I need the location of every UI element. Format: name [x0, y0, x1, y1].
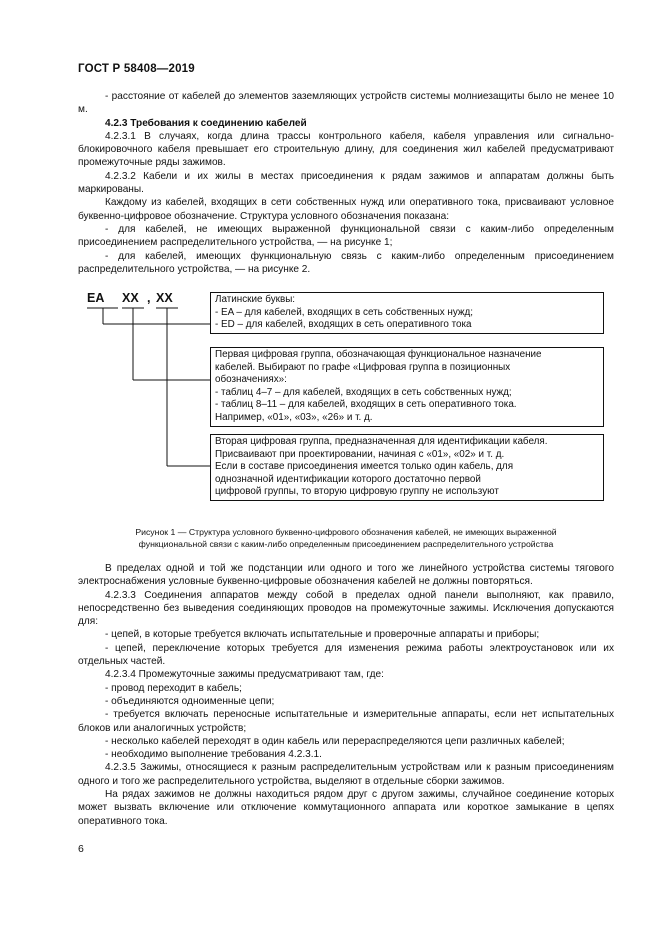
box-line: - EA – для кабелей, входящих в сеть собственных нужд;: [215, 306, 474, 318]
paragraph: 4.2.3.5 Зажимы, относящиеся к разным распределительным устройствам или к разным присоединениям одного и того же распределительного устройства, выделяют в отдельные сборки зажимов.: [78, 762, 614, 787]
paragraph: - расстояние от кабелей до элементов заземляющих устройств системы молниезащиты было не менее 10 м.: [78, 91, 614, 116]
box-line: Вторая цифровая группа, предназначенная для идентификации кабеля.: [215, 436, 548, 447]
paragraph: - требуется включать переносные испытательные и измерительные аппараты, если нет испытательных блоков или аналогичных устройств;: [78, 709, 614, 734]
figure-1: [78, 288, 618, 526]
box-line: Латинские буквы:: [215, 294, 296, 305]
box-line: - таблиц 8–11 – для кабелей, входящих в сеть оперативного тока.: [215, 399, 517, 411]
figure-caption: [90, 526, 602, 550]
paragraph: - провод переходит в кабель;: [105, 682, 242, 694]
paragraph: На рядах зажимов не должны находиться рядом друг с другом зажимы, случайное соединение которых может вызвать включение или отключение коммутационного аппарата или короткое замыкание в цепях оперативного тока.: [78, 789, 614, 827]
paragraph: - цепей, в которые требуется включать испытательные и проверочные аппараты и приборы;: [105, 629, 540, 641]
paragraph: - для кабелей, имеющих функциональную связь с каким-либо определенным присоединением распределительного устройства, — на рисунке 2.: [78, 250, 614, 275]
code-group1: XX: [122, 291, 139, 305]
box-line: - таблиц 4–7 – для кабелей, входящих в сеть собственных нужд;: [215, 386, 512, 398]
box-line: кабелей. Выбирают по графе «Цифровая группа в позиционных: [215, 361, 511, 373]
box-line: Присваивают при проектировании, начиная с «01», «02» и т. д.: [215, 448, 505, 460]
box-line: однозначной идентификации которого достаточно первой: [215, 473, 481, 485]
paragraph: - несколько кабелей переходят в один кабель или перераспределяются цепи различных кабелей;: [105, 735, 565, 747]
paragraph: - цепей, переключение которых требуется для изменения режима работы электроустановок или их отдельных частей.: [78, 642, 614, 668]
paragraph: В пределах одной и той же подстанции или одного и того же линейного устройства системы тягового электроснабжения условные буквенно-цифровые обозначения кабелей не должны повторяться.: [78, 563, 614, 588]
paragraph: 4.2.3.4 Промежуточные зажимы предусматривают там, где:: [105, 669, 384, 681]
box-line: цифровой группы, то вторую цифровую группу не используют: [215, 486, 499, 498]
code-separator: ,: [147, 291, 151, 305]
paragraph: 4.2.3.2 Кабели и их жилы в местах присоединения к рядам зажимов и аппаратам должны быть маркированы.: [78, 170, 614, 196]
paragraph: - необходимо выполнение требования 4.2.3.1.: [105, 749, 322, 761]
box-line: - ED – для кабелей, входящих в сеть оперативного тока: [215, 319, 472, 331]
document-header: ГОСТ Р 58408—2019: [78, 63, 195, 75]
box-line: Например, «01», «03», «26» и т. д.: [215, 411, 373, 423]
code-letters: EA: [87, 291, 105, 305]
body-text-bottom: [78, 562, 614, 828]
code-group2: XX: [156, 291, 173, 305]
box-line: обозначениях»:: [215, 374, 287, 386]
box-second-group: [210, 434, 604, 501]
box-line: Первая цифровая группа, обозначающая функциональное назначение: [215, 349, 542, 360]
section-heading: 4.2.3 Требования к соединению кабелей: [105, 117, 307, 129]
paragraph: - объединяются одноименные цепи;: [105, 695, 275, 707]
body-text-top: [78, 90, 614, 276]
paragraph: - для кабелей, не имеющих выраженной функциональной связи с каким-либо определенным присоединением распределительного устройства, — на рисунке 1;: [78, 223, 614, 249]
box-letters: [210, 292, 604, 334]
box-line: Если в составе присоединения имеется только один кабель, для: [215, 461, 514, 473]
paragraph: 4.2.3.3 Соединения аппаратов между собой в пределах одной панели выполняют, как правило, непосредственно без выведения соединяющих проводов на промежуточные зажимы. Исключения допускаются для:: [78, 589, 614, 628]
box-first-group: [210, 347, 604, 427]
caption-line: Рисунок 1 — Структура условного буквенно-цифрового обозначения кабелей, не имеющих выраженной: [135, 527, 557, 537]
paragraph: 4.2.3.1 В случаях, когда длина трассы контрольного кабеля, кабеля управления или сигнально-блокировочного кабеля превышает его строительную длину, для соединения жил кабелей предусматривают промежуточные ряды зажимов.: [78, 130, 614, 169]
paragraph: Каждому из кабелей, входящих в сети собственных нужд или оперативного тока, присваивают условное буквенно-цифровое обозначение. Структура условного обозначения показана:: [78, 197, 614, 222]
page-number: 6: [78, 843, 84, 855]
caption-line: функциональной связи с каким-либо определенным присоединением распределительного устройства: [138, 539, 554, 549]
